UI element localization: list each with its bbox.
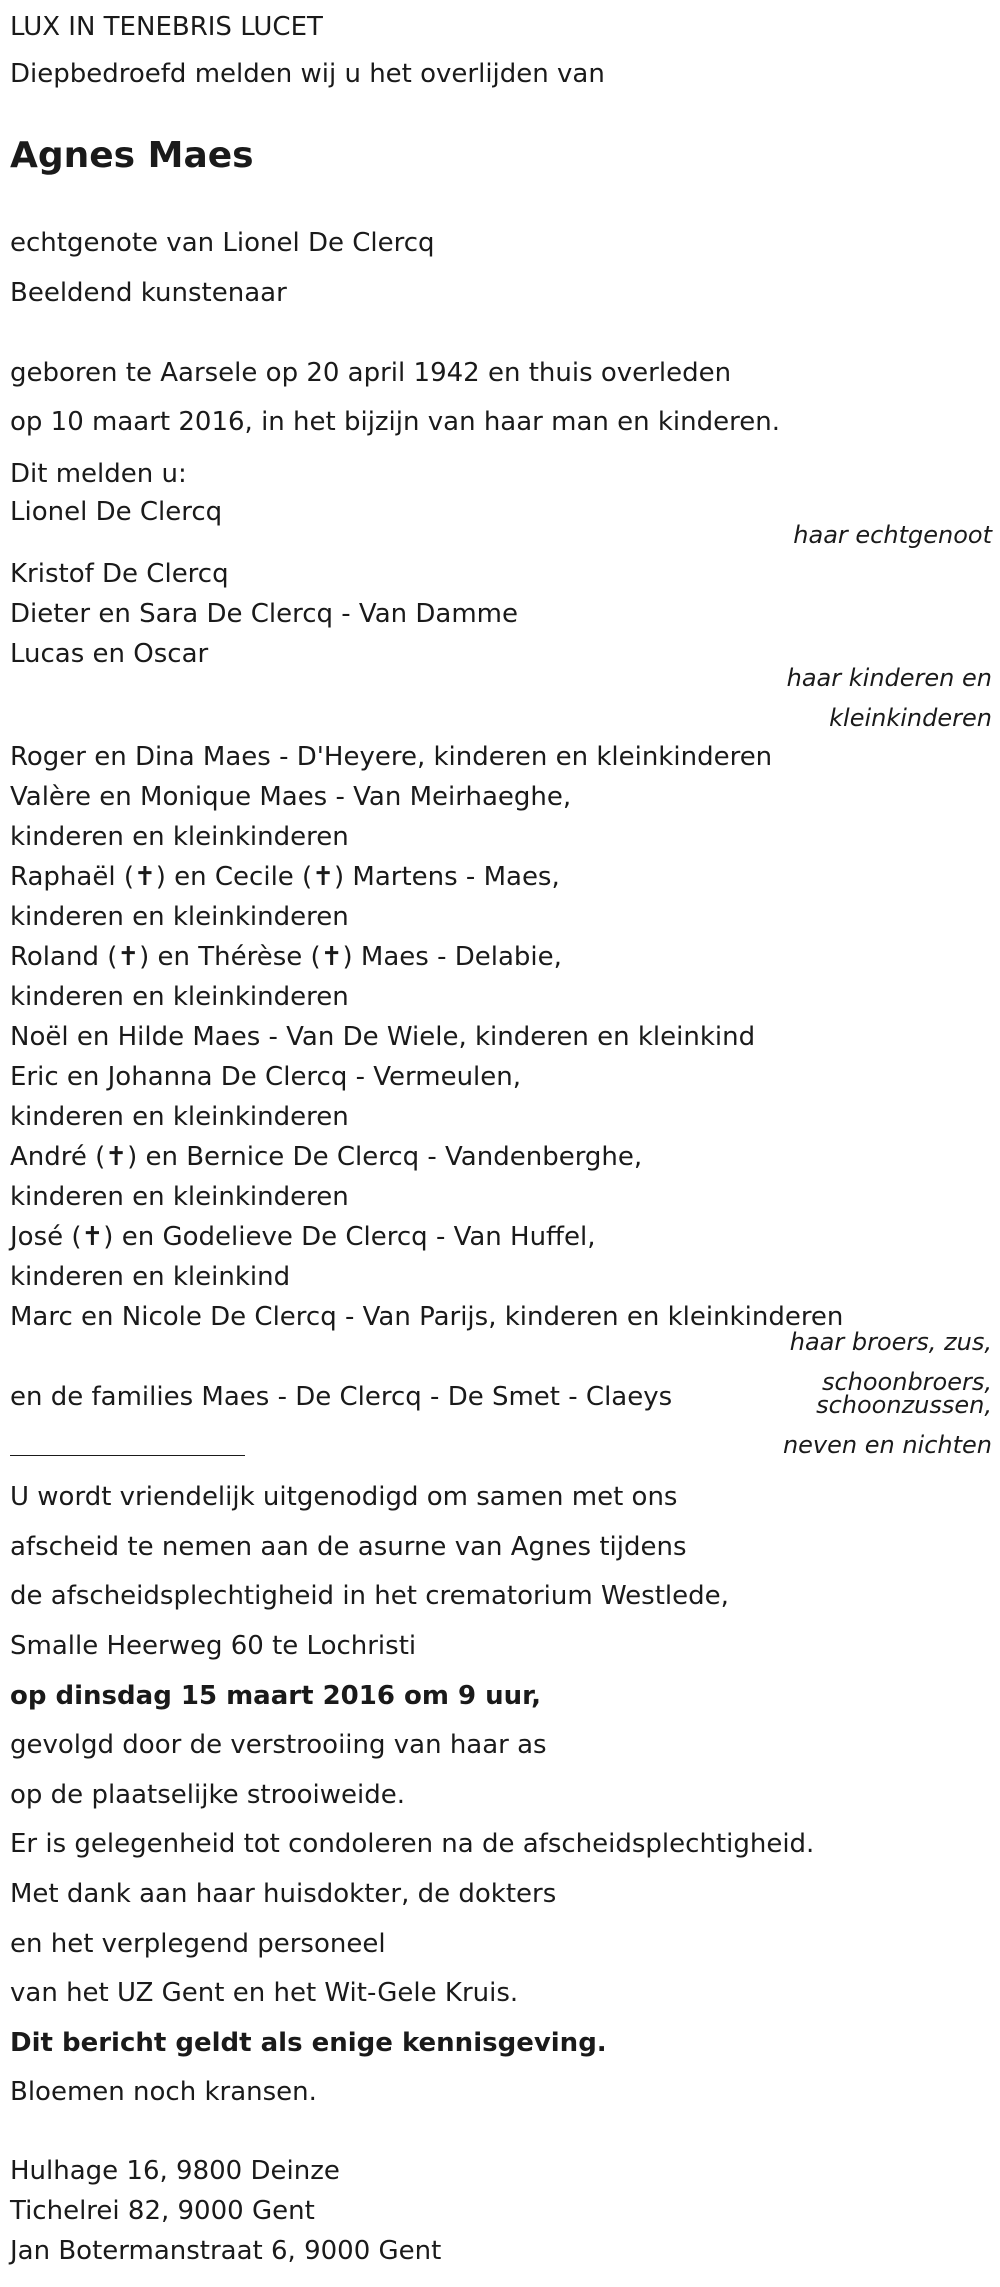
- mourner-line: Valère en Monique Maes - Van Meirhaeghe,: [10, 782, 572, 812]
- mourner-line: Noël en Hilde Maes - Van De Wiele, kinderen en kleinkind: [10, 1022, 756, 1052]
- mourner-line: Raphaël (✝) en Cecile (✝) Martens - Maes,: [10, 862, 560, 892]
- ceremony-line: de afscheidsplechtigheid in het crematorium Westlede,: [10, 1581, 729, 1611]
- families-line: en de families Maes - De Clercq - De Smet - Claeys: [10, 1382, 673, 1412]
- deceased-name: Agnes Maes: [10, 135, 254, 176]
- ceremony-line: Er is gelegenheid tot condoleren na de afscheidsplechtigheid.: [10, 1829, 815, 1859]
- mourner-line: kinderen en kleinkinderen: [10, 822, 349, 852]
- notice-statement: Dit bericht geldt als enige kennisgeving.: [10, 2028, 607, 2058]
- relation-label: kleinkinderen: [829, 704, 992, 732]
- mourner-line: Marc en Nicole De Clercq - Van Parijs, kinderen en kleinkinderen: [10, 1302, 844, 1332]
- mourner-line: kinderen en kleinkinderen: [10, 1182, 349, 1212]
- ceremony-line: Smalle Heerweg 60 te Lochristi: [10, 1631, 417, 1661]
- mourner-line: Kristof De Clercq: [10, 559, 229, 589]
- relation-label: haar broers, zus,: [789, 1328, 992, 1356]
- mourner-line: Roger en Dina Maes - D'Heyere, kinderen en kleinkinderen: [10, 742, 773, 772]
- mourner-line: Roland (✝) en Thérèse (✝) Maes - Delabie,: [10, 942, 562, 972]
- relation-label: neven en nichten: [782, 1431, 992, 1459]
- mourner-line: kinderen en kleinkinderen: [10, 902, 349, 932]
- mourner-line: kinderen en kleinkind: [10, 1262, 291, 1292]
- birth-line: op 10 maart 2016, in het bijzijn van haar man en kinderen.: [10, 407, 780, 437]
- separator-rule: [10, 1455, 245, 1456]
- mourner-line: kinderen en kleinkinderen: [10, 982, 349, 1012]
- relation-label: haar kinderen en: [786, 664, 992, 692]
- mourner-line: André (✝) en Bernice De Clercq - Vandenberghe,: [10, 1142, 643, 1172]
- announced-by: Dit melden u:: [10, 459, 187, 489]
- spouse-line: echtgenote van Lionel De Clercq: [10, 228, 435, 258]
- ceremony-line: op de plaatselijke strooiweide.: [10, 1780, 405, 1810]
- address-line: Tichelrei 82, 9000 Gent: [10, 2196, 315, 2226]
- relation-label: schoonzussen,: [816, 1391, 992, 1419]
- relation-label: schoonbroers,: [821, 1368, 992, 1396]
- ceremony-line: afscheid te nemen aan de asurne van Agnes tijdens: [10, 1532, 687, 1562]
- birth-line: geboren te Aarsele op 20 april 1942 en thuis overleden: [10, 358, 732, 388]
- ceremony-date: op dinsdag 15 maart 2016 om 9 uur,: [10, 1681, 542, 1711]
- ceremony-line: Bloemen noch kransen.: [10, 2077, 317, 2107]
- ceremony-line: Met dank aan haar huisdokter, de dokters: [10, 1879, 557, 1909]
- mourner-line: Lionel De Clercq: [10, 497, 223, 527]
- ceremony-line: gevolgd door de verstrooiing van haar as: [10, 1730, 547, 1760]
- mourner-line: Dieter en Sara De Clercq - Van Damme: [10, 599, 518, 629]
- ceremony-line: U wordt vriendelijk uitgenodigd om samen met ons: [10, 1482, 678, 1512]
- ceremony-line: en het verplegend personeel: [10, 1929, 386, 1959]
- mourner-line: José (✝) en Godelieve De Clercq - Van Huffel,: [10, 1222, 596, 1252]
- address-line: Hulhage 16, 9800 Deinze: [10, 2156, 340, 2186]
- motto: LUX IN TENEBRIS LUCET: [10, 12, 323, 42]
- mourner-line: Eric en Johanna De Clercq - Vermeulen,: [10, 1062, 522, 1092]
- profession: Beeldend kunstenaar: [10, 278, 287, 308]
- mourner-line: Lucas en Oscar: [10, 639, 209, 669]
- mourner-line: kinderen en kleinkinderen: [10, 1102, 349, 1132]
- address-line: Jan Botermanstraat 6, 9000 Gent: [10, 2236, 442, 2266]
- intro-line: Diepbedroefd melden wij u het overlijden van: [10, 59, 605, 89]
- relation-label: haar echtgenoot: [793, 521, 992, 549]
- ceremony-line: van het UZ Gent en het Wit-Gele Kruis.: [10, 1978, 519, 2008]
